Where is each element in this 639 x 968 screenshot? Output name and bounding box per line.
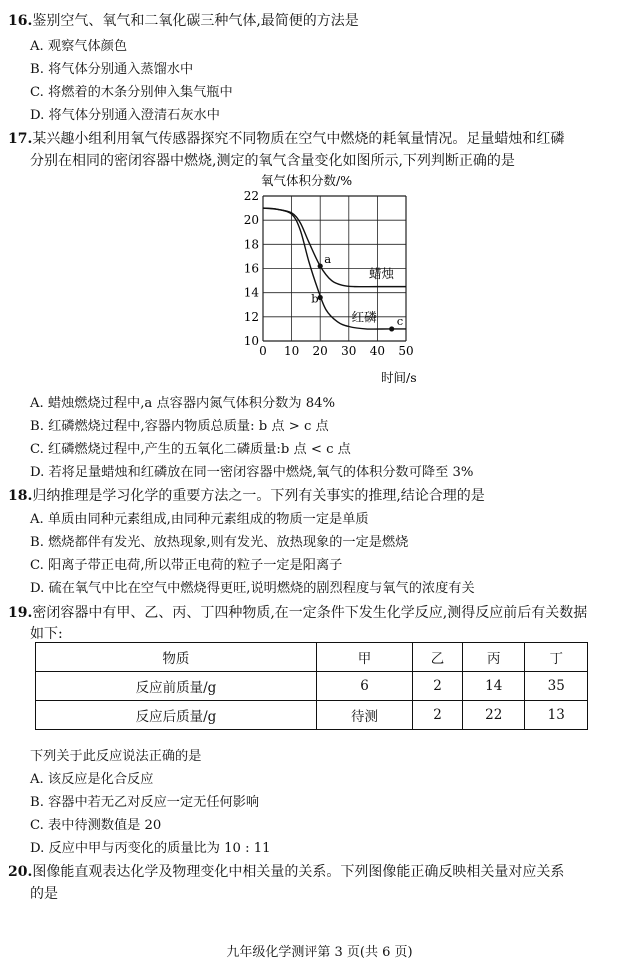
y-tick-label: 10 xyxy=(243,334,259,348)
table-header-cell: 丁 xyxy=(525,643,588,672)
q18-number: 18. xyxy=(8,488,33,504)
y-tick-label: 12 xyxy=(243,309,259,324)
y-tick-label: 18 xyxy=(243,237,259,252)
q18-option-c: C. 阳离子带正电荷,所以带正电荷的粒子一定是阳离子 xyxy=(30,558,343,573)
table-cell: 待测 xyxy=(316,701,412,730)
q16-stem xyxy=(8,13,634,30)
table-header-cell: 丙 xyxy=(462,643,525,672)
q19-number: 19. xyxy=(8,605,33,621)
q19-stem-line2: 如下: xyxy=(30,626,63,642)
q19-stem xyxy=(8,605,634,622)
q20-number: 20. xyxy=(8,864,33,880)
x-tick-label: 40 xyxy=(369,344,386,358)
point-label-a: a xyxy=(324,252,332,267)
q18-stem xyxy=(8,488,634,505)
q17-number: 17. xyxy=(8,131,33,147)
x-tick-label: 20 xyxy=(312,344,328,358)
q19-option-b: B. 容器中若无乙对反应一定无任何影响 xyxy=(30,795,260,810)
point-label-c: c xyxy=(396,313,404,328)
x-tick-label: 10 xyxy=(283,344,300,358)
q16-stem-text: 鉴别空气、氧气和二氧化碳三种气体,最简便的方法是 xyxy=(32,13,359,29)
q20-stem-line2: 的是 xyxy=(30,886,58,902)
table-cell: 2 xyxy=(413,701,463,730)
q20-stem-line1: 图像能直观表达化学及物理变化中相关量的关系。下列图像能正确反映相关量对应关系 xyxy=(32,864,565,880)
y-tick-label: 14 xyxy=(243,285,259,300)
y-tick-label: 22 xyxy=(243,189,259,203)
q19-prompt: 下列关于此反应说法正确的是 xyxy=(30,749,202,764)
table-cell: 22 xyxy=(462,701,525,730)
x-axis-label: 时间/s xyxy=(381,370,417,385)
table-cell: 6 xyxy=(316,672,412,701)
oxygen-chart xyxy=(225,168,430,388)
table-cell: 反应后质量/g xyxy=(36,701,317,730)
q17-option-d: D. 若将足量蜡烛和红磷放在同一密闭容器中燃烧,氧气的体积分数可降至 3% xyxy=(30,465,474,480)
series-label-1: 蜡烛 xyxy=(368,266,394,282)
y-tick-label: 20 xyxy=(243,213,259,228)
table-cell: 13 xyxy=(525,701,588,730)
q18-option-d: D. 硫在氧气中比在空气中燃烧得更旺,说明燃烧的剧烈程度与氧气的浓度有关 xyxy=(30,581,475,596)
q16-option-a: A. 观察气体颜色 xyxy=(30,39,128,54)
mass-table xyxy=(35,642,588,730)
table-header-cell: 甲 xyxy=(316,643,412,672)
q19-option-d: D. 反应中甲与丙变化的质量比为 10 : 11 xyxy=(30,841,271,856)
table-cell: 35 xyxy=(525,672,588,701)
q17-stem xyxy=(8,131,634,148)
table-cell: 反应前质量/g xyxy=(36,672,317,701)
q16-option-d: D. 将气体分别通入澄清石灰水中 xyxy=(30,108,220,123)
table-header-cell: 物质 xyxy=(36,643,317,672)
q17-option-b: B. 红磷燃烧过程中,容器内物质总质量: b 点 > c 点 xyxy=(30,419,329,434)
table-row xyxy=(36,701,588,730)
y-axis-label: 氧气体积分数/% xyxy=(261,173,353,188)
table-row xyxy=(36,672,588,701)
q19-option-c: C. 表中待测数值是 20 xyxy=(30,818,162,833)
q17-option-c: C. 红磷燃烧过程中,产生的五氧化二磷质量:b 点 < c 点 xyxy=(30,442,351,457)
q19-stem-line1: 密闭容器中有甲、乙、丙、丁四种物质,在一定条件下发生化学反应,测得反应前后有关数据 xyxy=(32,605,588,621)
table-header-cell: 乙 xyxy=(413,643,463,672)
x-tick-label: 30 xyxy=(341,344,357,358)
q16-option-b: B. 将气体分别通入蒸馏水中 xyxy=(30,62,194,77)
x-tick-label: 50 xyxy=(398,344,414,358)
table-cell: 14 xyxy=(462,672,525,701)
q18-option-a: A. 单质由同种元素组成,由同种元素组成的物质一定是单质 xyxy=(30,512,369,527)
table-cell: 2 xyxy=(413,672,463,701)
page-footer: 九年级化学测评第 3 页(共 6 页) xyxy=(226,945,413,960)
x-tick-label: 0 xyxy=(259,344,267,358)
table-header-row xyxy=(36,643,588,672)
q18-stem-text: 归纳推理是学习化学的重要方法之一。下列有关事实的推理,结论合理的是 xyxy=(32,488,485,504)
point-a xyxy=(318,263,323,268)
series-label-2: 红磷 xyxy=(351,309,377,325)
q16-option-c: C. 将燃着的木条分别伸入集气瓶中 xyxy=(30,85,233,100)
q17-stem-line1: 某兴趣小组利用氧气传感器探究不同物质在空气中燃烧的耗氧量情况。足量蜡烛和红磷 xyxy=(32,131,565,147)
q16-number: 16. xyxy=(8,13,33,29)
y-tick-label: 16 xyxy=(243,261,259,276)
q17-stem-line2: 分别在相同的密闭容器中燃烧,测定的氧气含量变化如图所示,下列判断正确的是 xyxy=(30,153,515,169)
q20-stem xyxy=(8,864,634,881)
q17-option-a: A. 蜡烛燃烧过程中,a 点容器内氮气体积分数为 84% xyxy=(30,396,336,411)
q18-option-b: B. 燃烧都伴有发光、放热现象,则有发光、放热现象的一定是燃烧 xyxy=(30,535,409,550)
point-label-b: b xyxy=(311,291,319,306)
point-c xyxy=(389,326,394,331)
q19-option-a: A. 该反应是化合反应 xyxy=(30,772,154,787)
